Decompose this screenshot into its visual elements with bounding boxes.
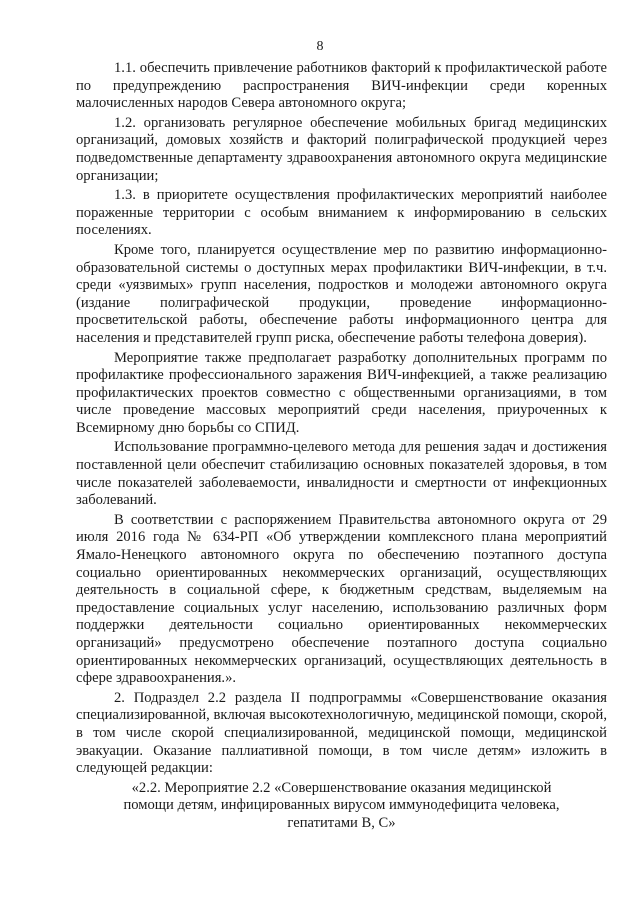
paragraph-1-2: 1.2. организовать регулярное обеспечение мобильных бригад медицинских организаций, домовых хозяйств и факторий полиграфической продукцией через подведомственные департаменту здравоохранения автономного округа медицинские организации; <box>76 114 607 184</box>
page-number: 8 <box>316 39 324 54</box>
document-body <box>76 60 607 833</box>
paragraph-government-order: В соответствии с распоряжением Правительства автономного округа от 29 июля 2016 года № 634-РП «Об утверждении комплексного плана мероприятий Ямало-Ненецкого автономного округа по обеспечению поэтапного доступа социально ориентированных некоммерческих организаций, осуществляющих деятельность в социальной сфере, к бюджетным средствам, выделяемым на предоставление социальных услуг населению, использованию различных форм поддержки деятельности социально ориентированных некоммерческих организаций» предусмотрено обеспечение поэтапного доступа социально ориентированных некоммерческих организаций, осуществляющих деятельность в сфере здравоохранения.». <box>76 511 607 687</box>
heading-line: помощи детям, инфицированных вирусом иммунодефицита человека, <box>123 797 560 814</box>
heading-line: «2.2. Мероприятие 2.2 «Совершенствование оказания медицинской <box>131 779 552 796</box>
paragraph-1-1: 1.1. обеспечить привлечение работников факторий к профилактической работе по предупреждению распространения ВИЧ-инфекции среди коренных малочисленных народов Севера автономного округа; <box>76 60 607 112</box>
paragraph-subsection-2-2: 2. Подраздел 2.2 раздела II подпрограммы «Совершенствование оказания специализированной, включая высокотехнологичную, медицинской помощи, скорой, в том числе скорой специализированной, медицинской помощи, медицинской эвакуации. Оказание паллиативной помощи, в том числе детям» изложить в следующей редакции: <box>76 689 607 777</box>
section-heading <box>76 780 607 833</box>
paragraph-1-3: 1.3. в приоритете осуществления профилактических мероприятий наиболее пораженные территории с особым вниманием к информированию в сельских поселениях. <box>76 187 607 239</box>
paragraph-additional-programs: Мероприятие также предполагает разработку дополнительных программ по профилактике профессионального заражения ВИЧ-инфекцией, а также реализацию профилактических проектов совместно с общественными организациями, в том числе проведение массовых мероприятий среди населения, приуроченных к Всемирному дню борьбы со СПИД. <box>76 349 607 436</box>
paragraph-program-method: Использование программно-целевого метода для решения задач и достижения поставленной цели обеспечит стабилизацию основных показателей здоровья, в том числе показателей заболеваемости, инвалидности и смертности от инфекционных заболеваний. <box>76 439 607 509</box>
paragraph-info-system: Кроме того, планируется осуществление мер по развитию информационно-образовательной системы о доступных мерах профилактики ВИЧ-инфекции, в т.ч. среди «уязвимых» групп населения, подростков и молодежи автономного округа (издание полиграфической продукции, проведение информационно-просветительской работы, обеспечение работы информационного центра для населения и представителей групп риска, обеспечение работы телефона доверия). <box>76 241 607 346</box>
heading-line: гепатитами В, С» <box>287 814 396 831</box>
